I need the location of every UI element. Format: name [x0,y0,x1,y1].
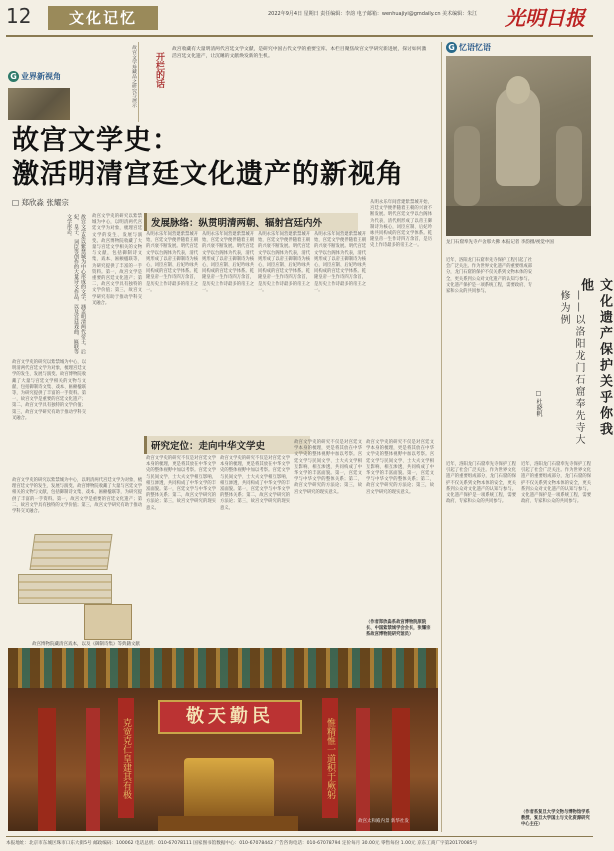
headline-line-1: 故宫文学史： [12,125,180,156]
byline-box-icon: □ [12,198,22,207]
byline [12,197,69,208]
header-meta: 2022年9月4日 星期日 责任编辑：李韵 电子邮箱：wenhuajiyi@gmdaily.cn 美术编辑：朱江 [268,11,478,17]
body-text-2e: 从明永乐年间营建紫禁城开始，宫廷文学便伴随着王朝的兴衰不断发展。明代宫廷文学以台阁体为代表，清代则形成了以帝王御制诗为核心，词臣应制、后妃吟咏共同构成的宫廷文学体系。乾隆皇帝一生作诗四万余首，是历史上作诗最多的帝王之一。 [370,200,432,249]
body-text-1c: 故宫文学史的研究以紫禁城为中心，以明清两代宫廷文学为对象，梳理宫廷文学的发生、发展与演变。故宫博物院收藏了大量与宫廷文学相关的文物与文献，包括御制诗文集、戏本、匾额楹联等，为研究提供了丰富的一手资料。第一，故宫文学是重要的宫廷文化遗产；第二，故宫文学具有独特的文学价值；第三，故宫文学研究有助于推动学科交叉融合。 [12,478,142,515]
section-label-right-text: 忆语忆语 [459,43,491,52]
palace-photo [8,648,438,831]
ceiling-decoration [8,648,438,688]
right-title-2: ——以洛阳龙门石窟奉先寺大修为例 [558,290,584,446]
subhead-2: 研究定位：走向中华文学史 [144,436,310,454]
right-body-2: 近年，洛阳龙门石窟奉先寺保护工程引起了社会广泛关注。作为世界文化遗产的重要组成部分，龙门石窟的保护不仅关系到文物本体的安全，更关系到公众对文化遗产的认知与参与。文化遗产保护是一项系统工程，需要政府、专家和公众的共同参与。 [446,462,516,505]
body-text-3b: 故宫文学史的研究不仅是对宫廷文学本身的梳理，更是将其放在中华文学史的整体视野中加以考察。宫廷文学与民间文学、士大夫文学相互影响、相互渗透，共同构成了中华文学的丰富面貌。第一，宫廷文学与中华文学的整体关系；第二，故宫文学研究的方法论；第三，故宫文学研究的现实意义。 [220,456,290,511]
intro-vertical: 故宫文学是以紫禁城为中心形成的文学，涵盖明清两代帝王、后妃、皇子、词臣等创作的大量诗文作品，以及宫廷戏曲、匾联等文学形态。 [66,214,86,354]
photo-plaque: 敬天勤民 [158,700,302,734]
section-g-icon: G [8,71,19,82]
author-box-icon: □ [535,390,542,399]
statue-right [556,126,582,206]
photo-ground [446,206,591,236]
note-divider [138,42,139,122]
author-note-main: （作者郑欣淼系故宫博物院原院长、中国紫禁城学会会长，张耀宗系故宫博物院研究馆员） [366,620,431,637]
throne [184,758,274,818]
statue-left [454,126,480,206]
body-text-3a: 故宫文学史的研究不仅是对宫廷文学本身的梳理，更是将其放在中华文学史的整体视野中加以考察。宫廷文学与民间文学、士大夫文学相互影响、相互渗透，共同构成了中华文学的丰富面貌。第一，宫廷文学与中华文学的整体关系；第二，故宫文学研究的方法论；第三，故宫文学研究的现实意义。 [146,456,216,511]
editor-note-label: 开栏的话 [154,52,164,88]
photo-credit: 故宫太和殿内景 新华社发 [358,819,409,824]
body-text-2b: 从明永乐年间营建紫禁城开始，宫廷文学便伴随着王朝的兴衰不断发展。明代宫廷文学以台阁体为代表，清代则形成了以帝王御制诗为核心，词臣应制、后妃吟咏共同构成的宫廷文学体系。乾隆皇帝一生作诗四万余首，是历史上作诗最多的帝王之一。 [202,232,254,293]
pillar-right-2 [392,708,410,831]
newspaper-logo: 光明日报 [505,6,585,30]
body-text-1b: 故宫文学史的研究以紫禁城为中心，以明清两代宫廷文学为对象，梳理宫廷文学的发生、发展与演变。故宫博物院收藏了大量与宫廷文学相关的文物与文献，包括御制诗文集、戏本、匾额楹联等，为研究提供了丰富的一手资料。第一，故宫文学是重要的宫廷文化遗产；第二，故宫文学具有独特的文学价值；第三，故宫文学研究有助于推动学科交叉融合。 [12,360,86,421]
body-text-2d: 从明永乐年间营建紫禁城开始，宫廷文学便伴随着王朝的兴衰不断发展。明代宫廷文学以台阁体为代表，清代则形成了以帝王御制诗为核心，词臣应制、后妃吟咏共同构成的宫廷文学体系。乾隆皇帝一生作诗四万余首，是历史上作诗最多的帝王之一。 [314,232,366,293]
pillar-left-2 [86,708,100,831]
editor-note-text: 故宫收藏有大量明清两代宫廷文学文献，是研究中国古代文学的重要宝库。本栏目聚焦故宫文学研究新进展，探讨如何激活宫廷文化遗产，让沉睡的文献焕发新的生机。 [172,47,427,59]
thumbnail-image [8,88,70,120]
body-text-3c: 故宫文学史的研究不仅是对宫廷文学本身的梳理，更是将其放在中华文学史的整体视野中加以考察。宫廷文学与民间文学、士大夫文学相互影响、相互渗透，共同构成了中华文学的丰富面貌。第一，宫廷文学与中华文学的整体关系；第二，故宫文学研究的方法论；第三，故宫文学研究的现实意义。 [294,440,362,495]
book-stack-top [29,534,112,570]
pillar-left-1 [38,708,56,831]
column-title: 文化记忆 [48,6,158,30]
buddha-photo [446,56,591,236]
book-stack-middle [18,574,112,604]
right-author-note: （作者系复旦大学文物与博物馆学系教授、复旦大学国土与文化资源研究中心主任） [521,810,590,827]
subhead-1: 发展脉络：纵贯明清两朝、辐射宫廷内外 [144,213,358,231]
byline-text: 郑欣淼 张耀宗 [21,198,69,207]
body-text-1: 故宫文学史的研究以紫禁城为中心，以明清两代宫廷文学为对象，梳理宫廷文学的发生、发展与演变。故宫博物院收藏了大量与宫廷文学相关的文物与文献，包括御制诗文集、戏本、匾额楹联等，为研究提供了丰富的一手资料。第一，故宫文学是重要的宫廷文化遗产；第二，故宫文学具有独特的文学价值；第三，故宫文学研究有助于推动学科交叉融合。 [92,214,142,306]
right-body-1: 近年，洛阳龙门石窟奉先寺保护工程引起了社会广泛关注。作为世界文化遗产的重要组成部分，龙门石窟的保护不仅关系到文物本体的安全，更关系到公众对文化遗产的认知与参与。文化遗产保护是一项系统工程，需要政府、专家和公众的共同参与。 [446,258,532,295]
throne-platform [158,816,298,831]
right-author [534,390,543,450]
photo-couplet-left: 克宽克仁皇建其有极 [118,698,134,818]
footer: 本报地址：北京市东城区珠市口东大街5号 邮政编码：100062 电话总机：010-67078111 国家图书馆数据中心：010-67078442 广告咨询电话：010-67078794 定价每月 30.00元 零售每份 1.00元 京东工商广字第20170085号 [6,836,593,846]
body-text-2a: 从明永乐年间营建紫禁城开始，宫廷文学便伴随着王朝的兴衰不断发展。明代宫廷文学以台阁体为代表，清代则形成了以帝王御制诗为核心，词臣应制、后妃吟咏共同构成的宫廷文学体系。乾隆皇帝一生作诗四万余首，是历史上作诗最多的帝王之一。 [146,232,198,293]
right-title-1: 文化遗产保护关乎你我他 [578,278,612,438]
body-text-2c: 从明永乐年间营建紫禁城开始，宫廷文学便伴随着王朝的兴衰不断发展。明代宫廷文学以台阁体为代表，清代则形成了以帝王御制诗为核心，词臣应制、后妃吟咏共同构成的宫廷文学体系。乾隆皇帝一生作诗四万余首，是历史上作诗最多的帝王之一。 [258,232,310,293]
book-photo [14,530,142,640]
header-divider [6,35,593,37]
body-text-3d: 故宫文学史的研究不仅是对宫廷文学本身的梳理，更是将其放在中华文学史的整体视野中加以考察。宫廷文学与民间文学、士大夫文学相互影响、相互渗透，共同构成了中华文学的丰富面貌。第一，宫廷文学与中华文学的整体关系；第二，故宫文学研究的方法论；第三，故宫文学研究的现实意义。 [366,440,434,495]
section-g-icon-right: G [446,42,457,53]
book-open [84,604,132,640]
section-label-left-text: 业界新视角 [21,72,61,81]
buddha-head [506,76,530,104]
page-number: 12 [6,4,32,28]
section-label-right [446,42,491,53]
photo-couplet-right: 惟精惟一道积于厥躬 [322,698,338,818]
pillar-right-1 [356,708,370,831]
section-label-left [8,71,61,82]
right-author-text: 杜晓帆 [535,398,542,417]
caption-vertical: 故宫文学珍藏品之研究与展示 [131,45,136,108]
right-body-3: 近年，洛阳龙门石窟奉先寺保护工程引起了社会广泛关注。作为世界文化遗产的重要组成部分，龙门石窟的保护不仅关系到文物本体的安全，更关系到公众对文化遗产的认知与参与。文化遗产保护是一项系统工程，需要政府、专家和公众的共同参与。 [521,462,591,505]
headline-line-2: 激活明清宫廷文化遗产的新视角 [12,159,404,190]
right-photo-caption: 龙门石窟奉先寺卢舍那大佛 本报记者 李韵摄/视觉中国 [446,240,554,245]
caption-books: 故宫博物院藏清宫戏本，以及《御制诗集》等典籍文献 [32,642,140,647]
column-divider [441,42,442,832]
